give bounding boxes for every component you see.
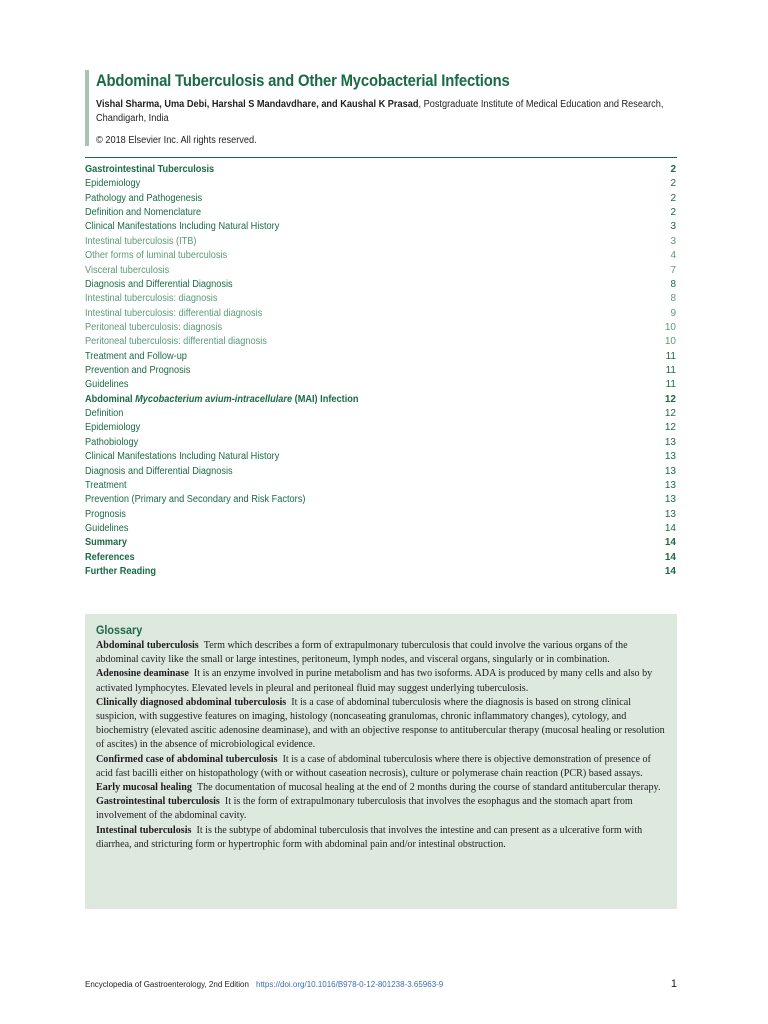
toc-item[interactable]	[85, 393, 677, 407]
toc-divider	[85, 157, 677, 158]
glossary-definition: Term which describes a form of extrapulmonary tuberculosis that could involve the various organs of the abdominal cavity like the small or large intestines, peritoneum, lymph nodes, and visceral organs, singularly or in combination.	[96, 640, 628, 666]
toc-item-label: Peritoneal tuberculosis: diagnosis	[85, 321, 223, 333]
toc-item-page: 4	[670, 250, 676, 262]
toc-item-label: Prognosis	[85, 508, 126, 520]
glossary-definition: It is the form of extrapulmonary tuberculosis that involves the esophagus and the stomach apart from involvement of the abdominal cavity.	[96, 796, 633, 822]
copyright-notice: © 2018 Elsevier Inc. All rights reserved.	[96, 135, 257, 146]
toc-item-label: Guidelines	[85, 522, 129, 534]
author-line	[96, 98, 685, 126]
toc-item-label: Clinical Manifestations Including Natural History	[85, 451, 280, 463]
table-of-contents	[85, 163, 677, 579]
toc-item[interactable]	[85, 350, 677, 364]
article-header	[85, 70, 696, 146]
toc-item-label: Other forms of luminal tuberculosis	[85, 250, 228, 262]
toc-item-label: Visceral tuberculosis	[85, 264, 170, 276]
toc-item[interactable]	[85, 307, 677, 321]
toc-item-label: Abdominal Mycobacterium avium-intracellulare (MAI) Infection	[85, 393, 359, 405]
toc-item-page: 12	[664, 422, 676, 434]
toc-item[interactable]	[85, 536, 677, 550]
glossary-title: Glossary	[96, 623, 143, 637]
glossary-entry	[96, 696, 667, 753]
toc-item-label: Definition	[85, 408, 124, 420]
toc-item-page: 2	[670, 164, 676, 175]
glossary-term: Abdominal tuberculosis	[96, 640, 199, 651]
footer-doi-link[interactable]: https://doi.org/10.1016/B978-0-12-801238-3.65963-9	[256, 980, 444, 989]
toc-item-label: Clinical Manifestations Including Natural History	[85, 221, 280, 233]
toc-item-page: 7	[670, 264, 676, 276]
toc-item-page: 13	[664, 494, 676, 506]
page-footer	[85, 978, 677, 992]
toc-item[interactable]	[85, 177, 677, 191]
toc-item[interactable]	[85, 436, 677, 450]
toc-item-label: Prevention (Primary and Secondary and Risk Factors)	[85, 494, 306, 506]
toc-item-page: 14	[664, 537, 676, 549]
glossary-definition: It is an enzyme involved in purine metabolism and has two isoforms. ADA is produced by many cells and also by activated lymphocytes. Elevated levels in pleural and peritoneal fluid may suggest underlying tuberculosis.	[96, 668, 653, 694]
toc-item[interactable]	[85, 364, 677, 378]
toc-item-label: References	[85, 551, 135, 563]
glossary-term: Confirmed case of abdominal tuberculosis	[96, 753, 278, 765]
toc-item[interactable]	[85, 493, 677, 507]
toc-item-label: Guidelines	[85, 379, 129, 391]
toc-item-page: 3	[670, 235, 676, 247]
toc-item-label: Diagnosis and Differential Diagnosis	[85, 278, 233, 290]
toc-item-label: Peritoneal tuberculosis: differential diagnosis	[85, 336, 267, 348]
glossary-term: Adenosine deaminase	[96, 668, 189, 680]
glossary-term: Gastrointestinal tuberculosis	[96, 796, 220, 808]
toc-item-page: 3	[670, 221, 676, 233]
toc-item-label: Intestinal tuberculosis (ITB)	[85, 235, 197, 247]
toc-item-label: Pathobiology	[85, 436, 139, 448]
glossary-entry	[96, 639, 667, 667]
toc-item-page: 12	[664, 393, 676, 405]
toc-item[interactable]	[85, 465, 677, 479]
glossary-entries	[96, 639, 667, 852]
glossary-term: Early mucosal healing	[96, 782, 192, 794]
toc-item[interactable]	[85, 407, 677, 421]
toc-item[interactable]	[85, 163, 677, 177]
glossary-entry	[96, 824, 667, 852]
toc-item-page: 11	[665, 365, 676, 377]
glossary-definition: The documentation of mucosal healing at the end of 2 months during the course of standard antitubercular therapy.	[196, 782, 661, 794]
toc-item-page: 14	[664, 566, 676, 578]
toc-item[interactable]	[85, 235, 677, 249]
toc-item-page: 9	[670, 307, 676, 319]
toc-item[interactable]	[85, 321, 677, 335]
toc-item[interactable]	[85, 220, 677, 234]
toc-item-label: Treatment	[85, 479, 127, 491]
toc-item-page: 2	[670, 178, 676, 190]
glossary-entry	[96, 667, 667, 695]
toc-item[interactable]	[85, 378, 677, 392]
toc-item[interactable]	[85, 522, 677, 536]
toc-item-page: 14	[664, 551, 676, 563]
toc-item-label: Prevention and Prognosis	[85, 365, 191, 377]
author-names: Vishal Sharma, Uma Debi, Harshal S Mandavdhare, and Kaushal K Prasad	[96, 99, 419, 110]
toc-item-label: Gastrointestinal Tuberculosis	[85, 164, 215, 175]
toc-item[interactable]	[85, 421, 677, 435]
page-number: 1	[670, 978, 677, 990]
toc-item[interactable]	[85, 249, 677, 263]
toc-item-page: 12	[664, 408, 676, 420]
toc-item-label: Treatment and Follow-up	[85, 350, 187, 362]
toc-item[interactable]	[85, 508, 677, 522]
toc-item-page: 13	[664, 465, 676, 477]
toc-item[interactable]	[85, 192, 677, 206]
glossary-definition: It is a case of abdominal tuberculosis where the diagnosis is based on strong clinical suspicion, with suggestive features on imaging, histology (noncaseating granulomas, chronic inflammatory changes), cytology, and biochemistry (elevated ascitic adenosine deaminase), and with an objective response to antitubercular therapy (mucosal healing or resolution of ascites) in the absence of microbiological evidence.	[96, 696, 665, 751]
toc-item-page: 13	[664, 436, 676, 448]
glossary-box	[85, 614, 677, 909]
toc-item-page: 13	[664, 451, 676, 463]
toc-item-page: 10	[664, 321, 676, 333]
toc-item[interactable]	[85, 551, 677, 565]
toc-item-page: 14	[664, 522, 676, 534]
toc-item-page: 10	[664, 336, 676, 348]
toc-item-label: Summary	[85, 537, 127, 549]
toc-item[interactable]	[85, 565, 677, 579]
toc-item-label: Definition and Nomenclature	[85, 207, 202, 219]
toc-item-page: 8	[670, 293, 676, 305]
article-title: Abdominal Tuberculosis and Other Mycobacterial Infections	[96, 72, 510, 90]
toc-item[interactable]	[85, 292, 677, 306]
toc-item-page: 13	[664, 479, 676, 491]
toc-item-label: Epidemiology	[85, 422, 141, 434]
glossary-entry	[96, 753, 667, 781]
toc-item[interactable]	[85, 206, 677, 220]
toc-item-label: Further Reading	[85, 566, 157, 578]
toc-item-label: Epidemiology	[85, 178, 141, 190]
toc-item-label: Pathology and Pathogenesis	[85, 192, 203, 204]
toc-item-page: 2	[670, 207, 676, 219]
glossary-term: Clinically diagnosed abdominal tuberculosis	[96, 696, 287, 708]
toc-item[interactable]	[85, 479, 677, 493]
footer-source: Encyclopedia of Gastroenterology, 2nd Edition	[85, 980, 249, 989]
toc-item-page: 8	[670, 278, 676, 290]
toc-item[interactable]	[85, 264, 677, 278]
glossary-entry	[96, 781, 667, 795]
toc-item[interactable]	[85, 450, 677, 464]
glossary-definition: It is the subtype of abdominal tuberculosis that involves the intestine and can present as a ulcerative form with diarrhea, and stricturing form or hypertrophic form with abdominal pain and/or intestinal obstruction.	[96, 824, 643, 850]
toc-item-label: Intestinal tuberculosis: diagnosis	[85, 293, 218, 305]
toc-item-label: Intestinal tuberculosis: differential diagnosis	[85, 307, 263, 319]
toc-item-page: 11	[665, 379, 676, 391]
glossary-term: Intestinal tuberculosis	[96, 824, 192, 836]
glossary-entry	[96, 795, 667, 823]
toc-item[interactable]	[85, 278, 677, 292]
toc-item[interactable]	[85, 335, 677, 349]
author-affiliation: , Postgraduate Institute of Medical Education and Research, Chandigarh, India	[96, 99, 664, 124]
toc-item-page: 11	[665, 350, 676, 362]
glossary-definition: It is a case of abdominal tuberculosis where there is objective demonstration of presence of acid fast bacilli either on histopathology (with or without caseation necrosis), culture or polymerase chain reaction (PCR) based assays.	[96, 753, 651, 779]
toc-item-page: 13	[664, 508, 676, 520]
toc-item-page: 2	[670, 192, 676, 204]
toc-item-label: Diagnosis and Differential Diagnosis	[85, 465, 233, 477]
